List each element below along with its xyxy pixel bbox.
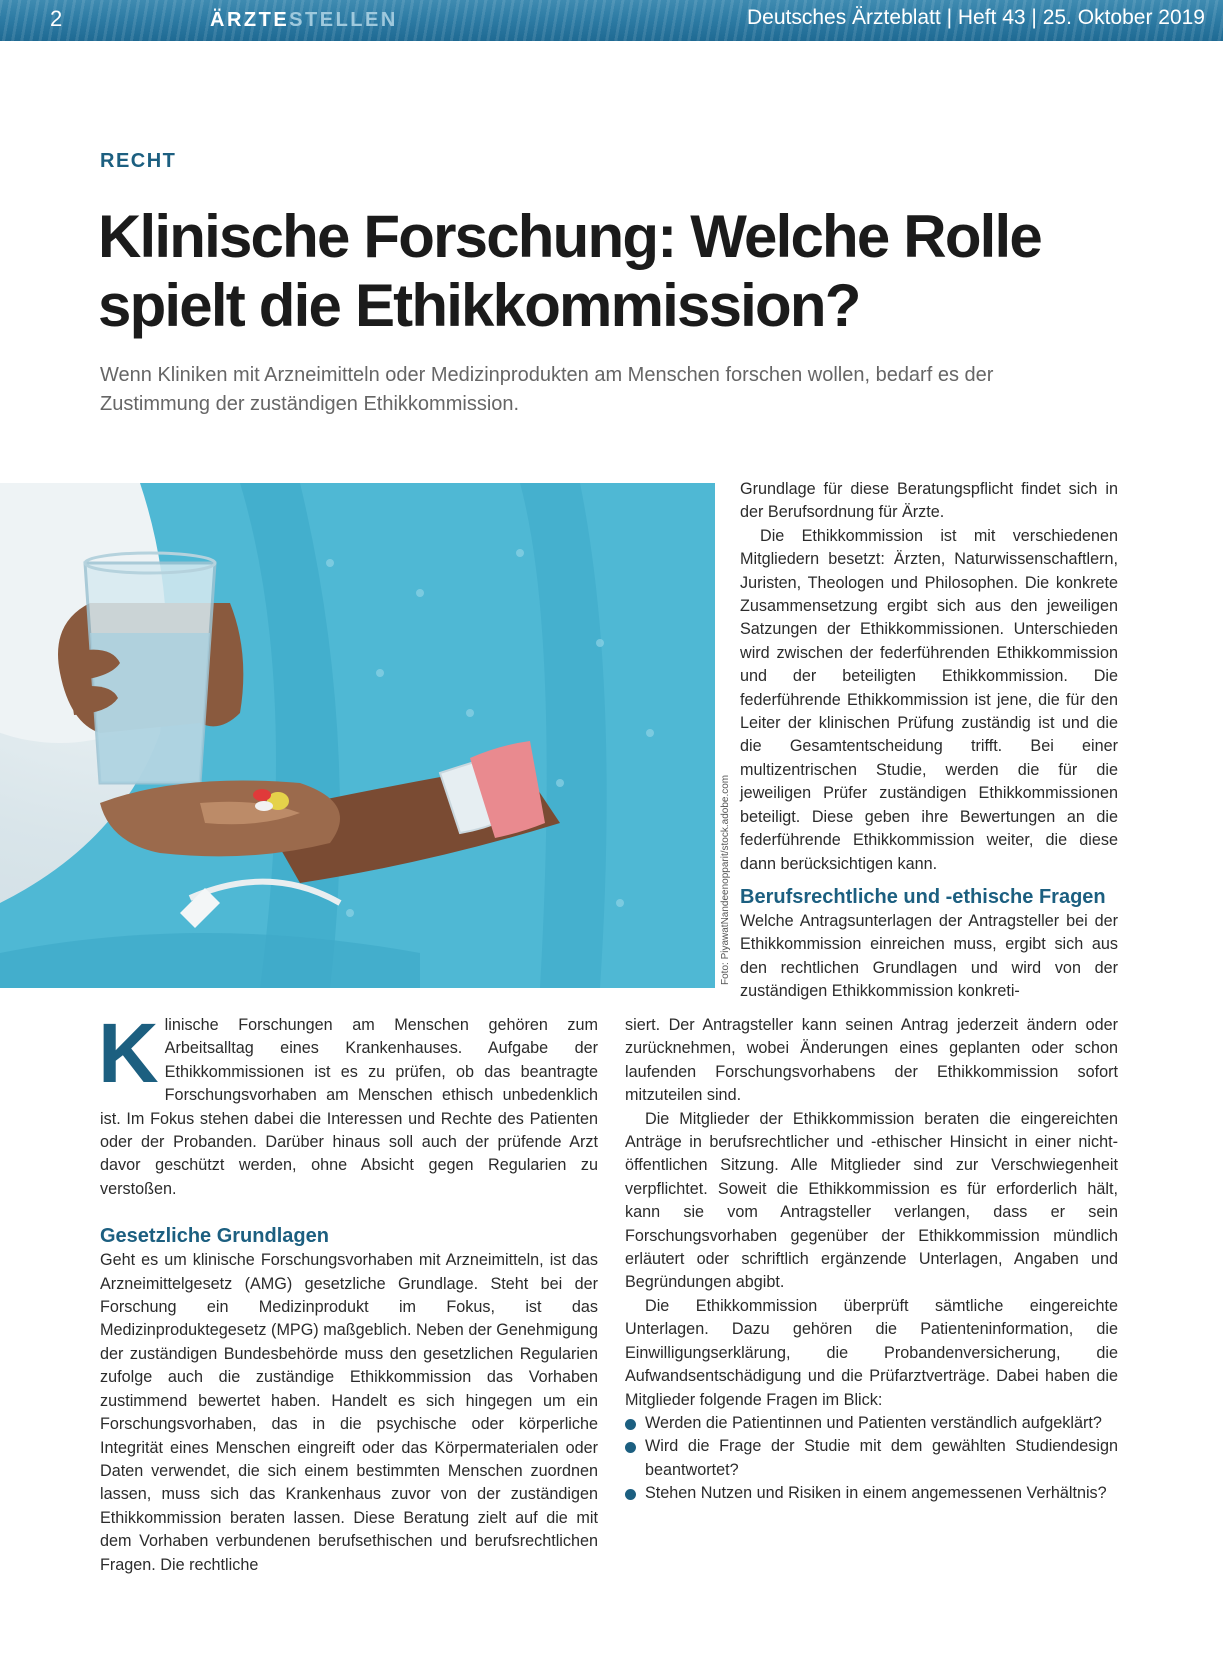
section-kicker: RECHT	[100, 150, 177, 172]
journal-info: Deutsches Ärzteblatt | Heft 43 | 25. Oktober 2019	[747, 6, 1205, 29]
article-title: Klinische Forschung: Welche Rolle spielt die Ethikkommission?	[98, 203, 1041, 339]
photo-illustration	[0, 483, 715, 988]
question-list	[625, 1412, 1118, 1506]
paragraph: siert. Der Antragsteller kann seinen Antrag jederzeit ändern oder zurücknehmen, wobei Änderungen eines geplanten oder schon laufenden Forschungsvorhabens der Ethikkommission sofort mitzuteilen sind.	[625, 1016, 1118, 1105]
page-header	[0, 0, 1223, 41]
list-item: Stehen Nutzen und Risiken in einem angemessenen Verhältnis?	[625, 1482, 1118, 1505]
paragraph: Die Ethikkommission überprüft sämtliche eingereichte Unterlagen. Dazu gehören die Patienteninformation, die Einwilligungserklärung, die Probandenversicherung, die Aufwandsentschädigung und die Prüfarztverträge. Dabei haben die Mitglieder folgende Fragen im Blick:	[625, 1296, 1118, 1409]
paragraph: Welche Antragsunterlagen der Antragsteller bei der Ethikkommission einreichen muss, ergibt sich aus den rechtlichen Grundlagen und wird von der zuständigen Ethikkommission konkreti-	[740, 911, 1118, 1001]
drop-cap: K	[98, 1006, 159, 1100]
intro-text: linische Forschungen am Menschen gehören zum Arbeitsalltag eines Krankenhauses. Aufgabe der Ethikkommissionen ist es zu prüfen, ob das beantragte Forschungsvorhaben am Menschen ethisch unbedenklich ist. Im Fokus stehen dabei die Interessen und Rechte des Patienten oder der Probanden. Darüber hinaus soll auch der prüfende Arzt davor geschützt werden, ohne Absicht gegen Regularien zu verstoßen.	[100, 1016, 598, 1198]
article-photo	[0, 483, 715, 988]
brand-part-1: ÄRZTE	[210, 9, 290, 31]
article-lead: Wenn Kliniken mit Arzneimitteln oder Medizinprodukten am Menschen forschen wollen, bedarf es der Zustimmung der zuständigen Ethikkommission.	[100, 364, 994, 415]
right-column-bottom	[625, 1014, 1118, 1506]
paragraph: Geht es um klinische Forschungsvorhaben mit Arzneimitteln, ist das Arzneimittelgesetz (AMG) gesetzliche Grundlage. Steht bei der Forschung ein Medizinprodukt im Fokus, ist das Medizinproduktegesetz (MPG) maßgeblich. Neben der Genehmigung der zuständigen Bundesbehörde muss den gesetzlichen Regularien zufolge auch die zuständige Ethikkommission das Vorhaben zustimmend bewertet haben. Handelt es sich hingegen um ein Forschungsvorhaben, das in die psychische oder körperliche Integrität eines Menschen eingreift oder das Körpermaterialen oder Daten verwendet, die sich einem bestimmten Menschen zuordnen lassen, muss sich das Krankenhaus zuvor von der zuständigen Ethikkommission beraten lassen. Diese Beratung zielt auf die mit dem Vorhaben verbundenen berufsethischen und berufsrechtlichen Fragen. Die rechtliche	[100, 1251, 598, 1574]
photo-credit: Foto: PiyawatNandeenopparit/stock.adobe.com	[720, 774, 731, 985]
paragraph: Grundlage für diese Beratungspflicht findet sich in der Berufsordnung für Ärzte.	[740, 480, 1118, 522]
section-heading: Gesetzliche Grundlagen	[100, 1225, 329, 1248]
paragraph: Die Ethikkommission ist mit verschiedenen Mitgliedern besetzt: Ärzten, Naturwissenschaftlern, Juristen, Theologen und Philosophen. Die konkrete Zusammensetzung ergibt sich aus den jeweiligen Satzungen der Ethikkommissionen. Unterschieden wird zwischen der federführenden Ethikkommission und der beteiligten Ethikkommission. Die federführende Ethikkommission ist jene, die für den Leiter der klinischen Prüfung zuständig ist und die die Gesamtentscheidung trifft. Bei einer multizentrischen Studie, werden die für die jeweiligen Prüfer zuständigen Ethikkommissionen beteiligt. Diese geben ihre Bewertungen an die federführende Ethikkommission weiter, die diese dann berücksichtigen kann.	[740, 526, 1118, 873]
intro-paragraph	[98, 1006, 598, 1201]
left-column	[98, 1006, 598, 1577]
list-item: Werden die Patientinnen und Patienten verständlich aufgeklärt?	[625, 1412, 1118, 1435]
paragraph: Die Mitglieder der Ethikkommission beraten die eingereichten Anträge in berufsrechtlicher und -ethischer Hinsicht in einer nicht-öffentlichen Sitzung. Alle Mitglieder sind zur Verschwiegenheit verpflichtet. Soweit die Ethikkommission es für erforderlich hält, kann sie vom Antragsteller verlangen, dass er sein Forschungsvorhaben gegenüber der Ethikkommission mündlich erläutert oder schriftlich ergänzende Unterlagen, Angaben und Begründungen abgibt.	[625, 1109, 1118, 1292]
brand-part-2: STELLEN	[289, 9, 398, 31]
right-column-top	[740, 478, 1118, 1004]
list-item: Wird die Frage der Studie mit dem gewählten Studiendesign beantwortet?	[625, 1435, 1118, 1482]
section-heading: Berufsrechtliche und -ethische Fragen	[740, 885, 1106, 908]
brand-logo	[210, 9, 398, 32]
page-number: 2	[50, 6, 63, 31]
